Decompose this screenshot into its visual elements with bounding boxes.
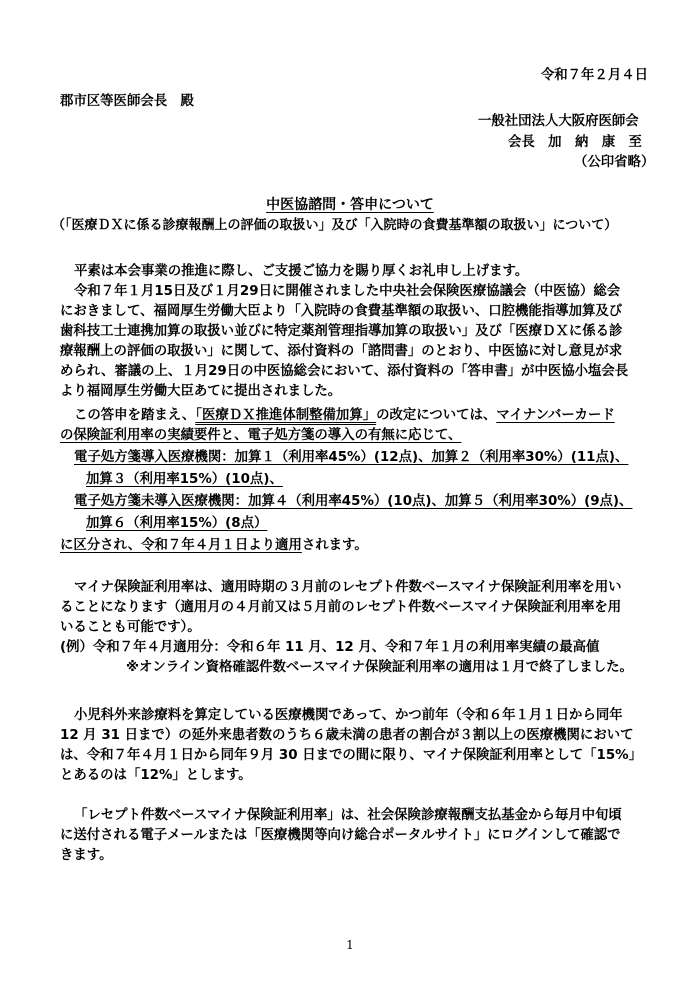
paragraph-line: 令和７年１月15日及び１月29日に開催されました中央社会保険医療協議会（中医協）総会 [74,284,621,299]
underlined-line: の保険証利用率の実績要件と、電子処方箋の導入の有無に応じて、 [60,428,462,443]
addition-list-item: 加算６（利用率15%）(8点） [86,516,268,531]
document-date: 令和７年２月４日 [540,68,648,83]
document-title: 中医協諮問・答申について [266,197,434,213]
paragraph-line [60,536,368,556]
addressee: 郡市区等医師会長 殿 [60,94,194,109]
text-span: されます。 [301,538,368,553]
greeting-paragraph: 平素は本会事業の推進に際し、ご支援ご協力を賜り厚くお礼申し上げます。 [74,264,529,279]
text-span: の改定については、 [376,408,497,423]
paragraph-line: に送付される電子メールまたは「医療機関等向け総合ポータルサイト」にログインして確認で [60,828,621,843]
paragraph-line: 歯科技工士連携加算の取扱い並びに特定薬剤管理指導加算の取扱い」及び「医療ＤＸに係る診 [60,324,623,339]
paragraph-line: マイナ保険証利用率は、適用時期の３月前のレセプト件数ベースマイナ保険証利用率を用い [74,580,622,595]
paragraph-line: ることになります（適用月の４月前又は５月前のレセプト件数ベースマイナ保険証利用率を用 [60,600,622,615]
addition-list-item: 加算３（利用率15%）(10点)、 [86,472,283,487]
highlighted-term: 「医療ＤＸ推進体制整備加算」 [195,408,377,423]
note-line: ※オンライン資格確認件数ベースマイナ保険証利用率の適用は１月で終了しました。 [126,660,633,675]
sender-organization: 一般社団法人大阪府医師会 [478,114,639,129]
underlined-text: マイナンバーカード [496,408,615,423]
paragraph-line: 療報酬上の評価の取扱い」に関して、添付資料の「諮問書」のとおり、中医協に対し意見が求 [60,344,623,359]
paragraph-line: きます。 [60,848,113,863]
paragraph-line: より福岡厚生労働大臣あてに提出されました。 [60,384,342,399]
page-number: 1 [346,938,354,952]
underlined-text: に区分され、令和７年４月１日より適用 [60,538,302,553]
paragraph-line: いることも可能です）。 [60,620,201,635]
paragraph-line: 小児科外来診療料を算定している医療機関であって、かつ前年（令和６年１月１日から同年 [74,708,623,723]
addition-list-item: 電子処方箋導入医療機関：加算１（利用率45%）(12点)、加算２（利用率30%）(11点)、 [74,450,629,465]
paragraph-line: 12 月 31 日まで）の延外来患者数のうち６歳未満の患者の割合が３割以上の医療機関において [60,728,634,743]
sender-name: 会長 加 納 康 至 [508,135,642,150]
paragraph-line: は、令和７年４月１日から同年９月 30 日までの間に限り、マイナ保険証利用率として「15%」 [60,748,642,763]
paragraph-line [74,406,615,426]
example-line: (例）令和７年４月適用分：令和６年 11 月、12 月、令和７年１月の利用率実績の最高値 [60,640,600,655]
addition-list-item: 電子処方箋未導入医療機関：加算４（利用率45%）(10点)、加算５（利用率30%）(9点)、 [74,494,633,509]
paragraph-line: におきまして、福岡厚生労働大臣より「入院時の食費基準額の取扱い、口腔機能指導加算及び [60,304,623,319]
paragraph-line: とあるのは「12%」とします。 [60,768,252,783]
text-span: この答申を踏まえ、 [74,408,196,423]
paragraph-line: められ、審議の上、１月29日の中医協総会において、添付資料の「答申書」が中医協小塩会長 [60,364,629,379]
document-subtitle: （「医療ＤＸに係る診療報酬上の評価の取扱い」及び「入院時の食費基準額の取扱い」について） [52,218,618,233]
seal-note: （公印省略） [574,155,655,170]
paragraph-line: 「レセプト件数ベースマイナ保険証利用率」は、社会保険診療報酬支払基金から毎月中旬頃 [74,808,622,823]
